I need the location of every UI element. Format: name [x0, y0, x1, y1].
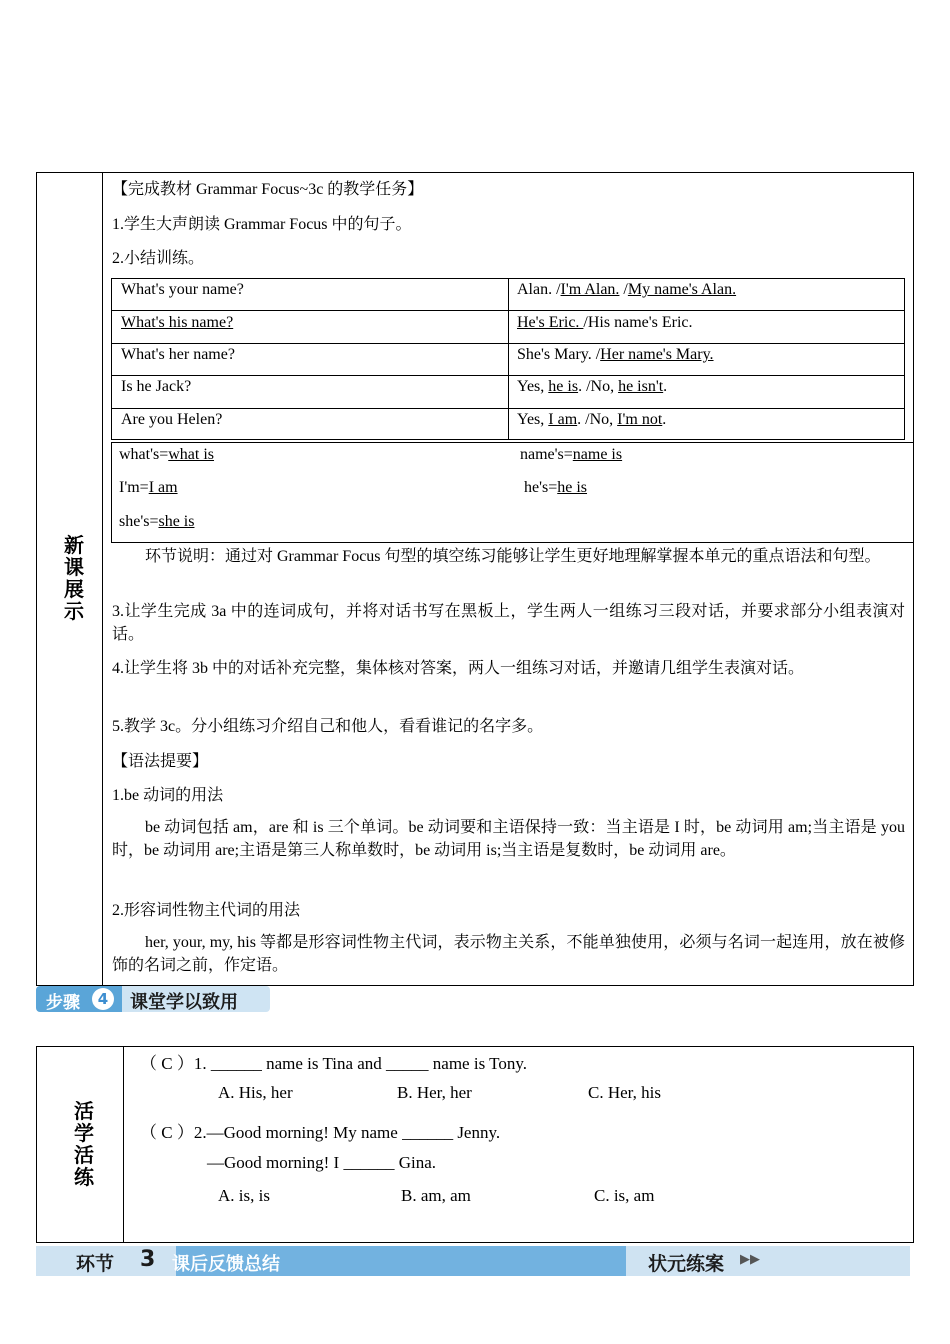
- question-2-line-2: —Good morning! I ______ Gina.: [207, 1153, 437, 1172]
- table-row-answer: Yes, I am. /No, I'm not.: [517, 411, 667, 428]
- section-practice: [36, 1046, 914, 1243]
- divider: [102, 172, 103, 986]
- contraction-names: name's=name is: [520, 446, 623, 463]
- banner-right-label: 状元练案: [648, 1253, 725, 1275]
- step-banner-title: 课堂学以致用: [130, 992, 238, 1013]
- table-row-question: Is he Jack?: [121, 378, 192, 395]
- step-4: 4.让学生将 3b 中的对话补充完整，集体核对答案，两人一组练习对话，并邀请几组学生表演对话。: [112, 660, 805, 677]
- table-row-question: What's her name?: [121, 346, 235, 363]
- banner-number: 3: [140, 1247, 156, 1272]
- contraction-shes: she's=she is: [119, 513, 195, 530]
- feedback-banner: [36, 1246, 910, 1276]
- question-2-option-c: C. is, am: [594, 1186, 655, 1205]
- question-1-option-a: A. His, her: [218, 1083, 293, 1102]
- grammar-2-title: 2.形容词性物主代词的用法: [112, 902, 301, 919]
- question-2: （ C ）2.—Good morning! My name ______ Jenny.: [140, 1123, 501, 1142]
- double-arrow-icon: ▶▶: [740, 1252, 760, 1267]
- contraction-im: I'm=I am: [119, 479, 178, 496]
- table-row-question: Are you Helen?: [121, 411, 223, 428]
- question-1-option-c: C. Her, his: [588, 1083, 661, 1102]
- step-3: 3.让学生完成 3a 中的连词成句，并将对话书写在黑板上，学生两人一组练习三段对话，并要求部分小组表演对话。: [112, 603, 905, 643]
- table-row-answer: Yes, he is. /No, he isn't.: [517, 378, 668, 395]
- step-label: 步骤: [46, 993, 80, 1013]
- table-row-answer: Alan. /I'm Alan. /My name's Alan.: [517, 281, 737, 298]
- side-title-practice: 活 学 活 练: [74, 1099, 94, 1189]
- side-title-new-lesson: 新 课 展 示: [64, 533, 84, 623]
- step-1: 1.学生大声朗读 Grammar Focus 中的句子。: [112, 216, 412, 233]
- contraction-whats: what's=what is: [119, 446, 215, 463]
- table-row-question: What's your name?: [121, 281, 244, 298]
- table-row-question: What's his name?: [121, 314, 234, 331]
- question-2-option-a: A. is, is: [218, 1186, 270, 1205]
- banner-title: 课后反馈总结: [172, 1254, 280, 1275]
- question-2-option-b: B. am, am: [401, 1186, 471, 1205]
- table-row-answer: He's Eric. /His name's Eric.: [517, 314, 693, 331]
- step-5: 5.教学 3c。分小组练习介绍自己和他人，看看谁记的名字多。: [112, 718, 544, 735]
- question-1: （ C ）1. ______ name is Tina and _____ name is Tony.: [140, 1054, 527, 1073]
- grammar-heading: 【语法提要】: [112, 753, 209, 770]
- section-note: 环节说明：通过对 Grammar Focus 句型的填空练习能够让学生更好地理解掌握本单元的重点语法和句型。: [145, 548, 881, 565]
- contractions-box: [111, 442, 914, 543]
- table-row-answer: She's Mary. /Her name's Mary.: [517, 346, 714, 363]
- grammar-1-title: 1.be 动词的用法: [112, 787, 224, 804]
- question-1-option-b: B. Her, her: [397, 1083, 472, 1102]
- step-2: 2.小结训练。: [112, 250, 205, 267]
- task-heading: 【完成教材 Grammar Focus~3c 的教学任务】: [112, 181, 424, 198]
- contraction-hes: he's=he is: [524, 479, 588, 496]
- grammar-2-body: her, your, my, his 等都是形容词性物主代词，表示物主关系，不能单独使用，必须与名词一起连用，放在被修饰的名词之前，作定语。: [112, 934, 905, 974]
- step-number-badge: 4: [92, 988, 114, 1010]
- step-banner: [36, 986, 270, 1012]
- grammar-1-body: be 动词包括 am，are 和 is 三个单词。be 动词要和主语保持一致：当主语是 I 时，be 动词用 am;当主语是 you 时，be 动词用 are;主语是第三人称单数时，be 动词用 is;当主语是复数时，be 动词用 are。: [112, 819, 905, 859]
- banner-left-label: 环节: [76, 1253, 115, 1275]
